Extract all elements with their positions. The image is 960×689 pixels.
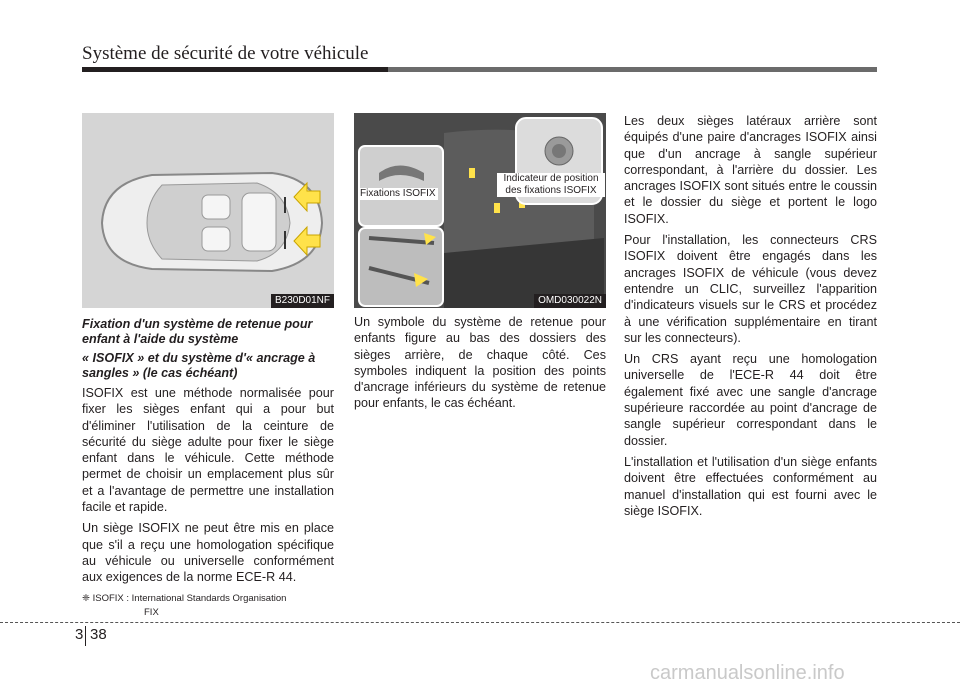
page-number-divider <box>85 626 86 646</box>
paragraph: Un CRS ayant reçu une homologation universelle de l'ECE-R 44 doit être également fixé avec une sangle d'ancrage supérieure raccordée au point d'ancrage de sangle supérieur correspondant dans le dossier. <box>624 352 877 448</box>
label-fixations-isofix: Fixations ISOFIX <box>360 188 436 199</box>
footer-divider <box>0 622 960 623</box>
page-header-title: Système de sécurité de votre véhicule <box>82 43 369 64</box>
section-subtitle: Fixation d'un système de retenue pour enfant à l'aide du système <box>82 317 313 346</box>
figure-code-center: OMD030022N <box>534 294 606 308</box>
footnote-line: ❈ ISOFIX : International Standards Organisation <box>82 592 287 604</box>
paragraph: Un siège ISOFIX ne peut être mis en place que s'il a reçu une homologation spécifique au véhicule ou universelle conformément aux exigences de la norme ECE-R 44. <box>82 521 334 585</box>
label-indicateur-position: Indicateur de position des fixations ISOFIX <box>497 173 605 197</box>
paragraph: Les deux sièges latéraux arrière sont équipés d'une paire d'ancrages ISOFIX ainsi que d'un ancrage à sangle supérieur correspondant, à l'arrière du dossier. Les ancrages ISOFIX sont situés entre le coussin et le dossier du siège et portent le logo ISOFIX. <box>624 114 877 226</box>
chapter-number: 3 <box>75 626 84 643</box>
column-center <box>354 314 606 417</box>
rear-seat-illustration <box>354 113 606 308</box>
car-top-view-illustration <box>82 113 334 308</box>
footnote-line: FIX <box>144 606 159 618</box>
page-number: 38 <box>90 626 107 643</box>
watermark: carmanualsonline.info <box>650 662 845 684</box>
section-subtitle-continued: « ISOFIX » et du système d'« ancrage à sangles » (le cas échéant) <box>82 351 316 380</box>
paragraph: L'installation et l'utilisation d'un siège enfants doivent être effectuées conformément au manuel d'installation qui est fourni avec le siège ISOFIX. <box>624 454 877 518</box>
figure-isofix-seat-photo <box>354 113 606 308</box>
paragraph: ISOFIX est une méthode normalisée pour fixer les sièges enfant qui a pour but d'éliminer l'utilisation de la ceinture de sécurité du siège adulte pour fixer le siège enfant dans le véhicule. Cette méthode permet de choisir un emplacement plus sûr et a l'avantage de permettre une installation facile et rapide. <box>82 386 334 515</box>
header-rule-accent <box>388 67 877 72</box>
column-left <box>82 317 334 620</box>
figure-code-left: B230D01NF <box>271 294 334 308</box>
column-right <box>624 113 877 524</box>
figure-car-top-view <box>82 113 334 308</box>
paragraph: Un symbole du système de retenue pour enfants figure au bas des dossiers des sièges arrière, de chaque côté. Ces symboles indiquent la position des points d'ancrage inférieurs du système de retenue pour enfants, le cas échéant. <box>354 315 606 411</box>
footnote <box>82 592 334 620</box>
paragraph: Pour l'installation, les connecteurs CRS ISOFIX doivent être engagés dans les ancrages ISOFIX de véhicule (vous devez entendre un CLIC, surveillez l'apparition d'indicateurs visuels sur le CRS et procédez à une vérification supplémentaire en tirant sur les connecteurs). <box>624 233 877 345</box>
